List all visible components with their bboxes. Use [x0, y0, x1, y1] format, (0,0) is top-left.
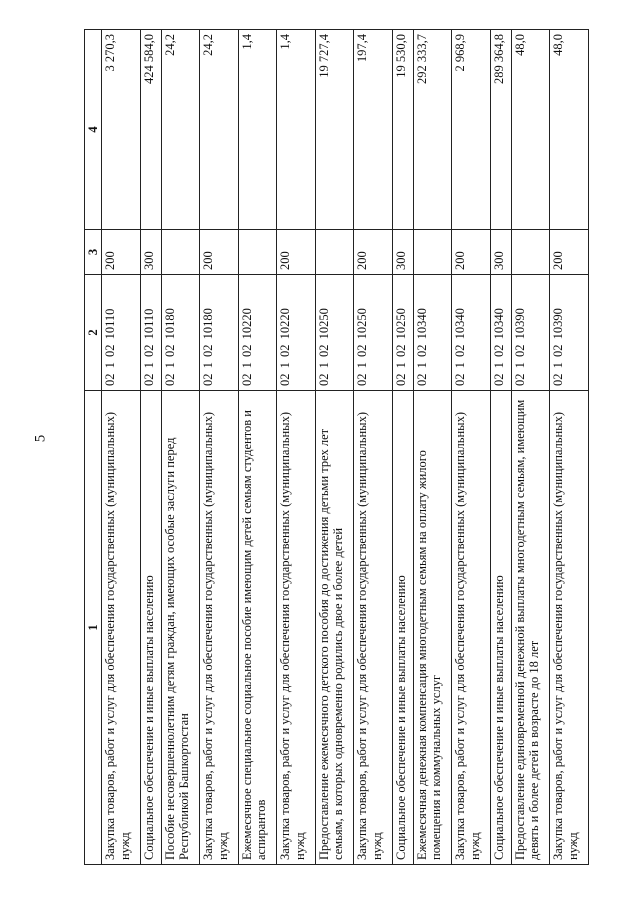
- column-header-amount: 4: [85, 30, 102, 230]
- cell-name: Ежемесячная денежная компенсация многодетным семьям на оплату жилого помещения и коммунальных услуг: [413, 391, 451, 865]
- cell-name: Социальное обеспечение и иные выплаты населению: [490, 391, 511, 865]
- cell-type: 200: [452, 230, 490, 275]
- cell-type: [315, 230, 353, 275]
- cell-type: [238, 230, 276, 275]
- cell-name: Социальное обеспечение и иные выплаты населению: [392, 391, 413, 865]
- cell-amount: 289 364,8: [490, 30, 511, 230]
- table-row: [490, 30, 511, 865]
- cell-type: 200: [277, 230, 315, 275]
- table-row: [354, 30, 392, 865]
- cell-amount: 197,4: [354, 30, 392, 230]
- table-row: [315, 30, 353, 865]
- cell-type: 300: [490, 230, 511, 275]
- table-body: [102, 30, 589, 865]
- cell-amount: 292 333,7: [413, 30, 451, 230]
- cell-type: [161, 230, 199, 275]
- table-row: [452, 30, 490, 865]
- cell-amount: 424 584,0: [140, 30, 161, 230]
- cell-type: 200: [354, 230, 392, 275]
- budget-table: [84, 29, 589, 865]
- cell-code: 02 1 02 10250: [392, 275, 413, 391]
- cell-code: 02 1 02 10180: [161, 275, 199, 391]
- cell-name: Закупка товаров, работ и услуг для обеспечения государственных (муниципальных) нужд: [550, 391, 589, 865]
- cell-type: 300: [140, 230, 161, 275]
- cell-name: Закупка товаров, работ и услуг для обеспечения государственных (муниципальных) нужд: [277, 391, 315, 865]
- table-row: [277, 30, 315, 865]
- table-row: [413, 30, 451, 865]
- cell-amount: 19 530,0: [392, 30, 413, 230]
- cell-name: Закупка товаров, работ и услуг для обеспечения государственных (муниципальных) нужд: [102, 391, 140, 865]
- cell-code: 02 1 02 10340: [452, 275, 490, 391]
- table-row: [200, 30, 238, 865]
- cell-name: Предоставление единовременной денежной выплаты многодетным семьям, имеющим девять и более детей в возрасте до 18 лет: [511, 391, 549, 865]
- column-header-type: 3: [85, 230, 102, 275]
- cell-amount: 3 270,3: [102, 30, 140, 230]
- table-row: [550, 30, 589, 865]
- cell-code: 02 1 02 10340: [490, 275, 511, 391]
- table-header-row: [85, 30, 102, 865]
- cell-type: [511, 230, 549, 275]
- table-row: [392, 30, 413, 865]
- cell-amount: 48,0: [511, 30, 549, 230]
- cell-amount: 19 727,4: [315, 30, 353, 230]
- cell-code: 02 1 02 10390: [511, 275, 549, 391]
- cell-name: Закупка товаров, работ и услуг для обеспечения государственных (муниципальных) нужд: [200, 391, 238, 865]
- cell-amount: 1,4: [238, 30, 276, 230]
- cell-type: [413, 230, 451, 275]
- cell-type: 300: [392, 230, 413, 275]
- cell-type: 200: [200, 230, 238, 275]
- cell-name: Пособие несовершеннолетним детям граждан, имеющих особые заслуги перед Республикой Башкортостан: [161, 391, 199, 865]
- cell-code: 02 1 02 10220: [277, 275, 315, 391]
- cell-code: 02 1 02 10250: [354, 275, 392, 391]
- cell-amount: 2 968,9: [452, 30, 490, 230]
- cell-type: 200: [550, 230, 589, 275]
- table-row: [140, 30, 161, 865]
- table-row: [161, 30, 199, 865]
- cell-amount: 24,2: [200, 30, 238, 230]
- page-number: 5: [32, 434, 49, 443]
- cell-code: 02 1 02 10250: [315, 275, 353, 391]
- cell-code: 02 1 02 10220: [238, 275, 276, 391]
- cell-name: Ежемесячное специальное социальное пособие имеющим детей семьям студентов и аспирантов: [238, 391, 276, 865]
- cell-amount: 48,0: [550, 30, 589, 230]
- cell-code: 02 1 02 10110: [140, 275, 161, 391]
- cell-name: Предоставление ежемесячного детского пособия до достижения детьми трех лет семьям, в которых одновременно родились двое и более детей: [315, 391, 353, 865]
- cell-code: 02 1 02 10340: [413, 275, 451, 391]
- cell-code: 02 1 02 10180: [200, 275, 238, 391]
- cell-amount: 1,4: [277, 30, 315, 230]
- cell-name: Социальное обеспечение и иные выплаты населению: [140, 391, 161, 865]
- cell-amount: 24,2: [161, 30, 199, 230]
- column-header-name: 1: [85, 391, 102, 865]
- table-row: [102, 30, 140, 865]
- cell-name: Закупка товаров, работ и услуг для обеспечения государственных (муниципальных) нужд: [452, 391, 490, 865]
- table-row: [511, 30, 549, 865]
- cell-code: 02 1 02 10390: [550, 275, 589, 391]
- cell-name: Закупка товаров, работ и услуг для обеспечения государственных (муниципальных) нужд: [354, 391, 392, 865]
- cell-code: 02 1 02 10110: [102, 275, 140, 391]
- table-row: [238, 30, 276, 865]
- rotated-table-container: [84, 30, 589, 865]
- cell-type: 200: [102, 230, 140, 275]
- column-header-code: 2: [85, 275, 102, 391]
